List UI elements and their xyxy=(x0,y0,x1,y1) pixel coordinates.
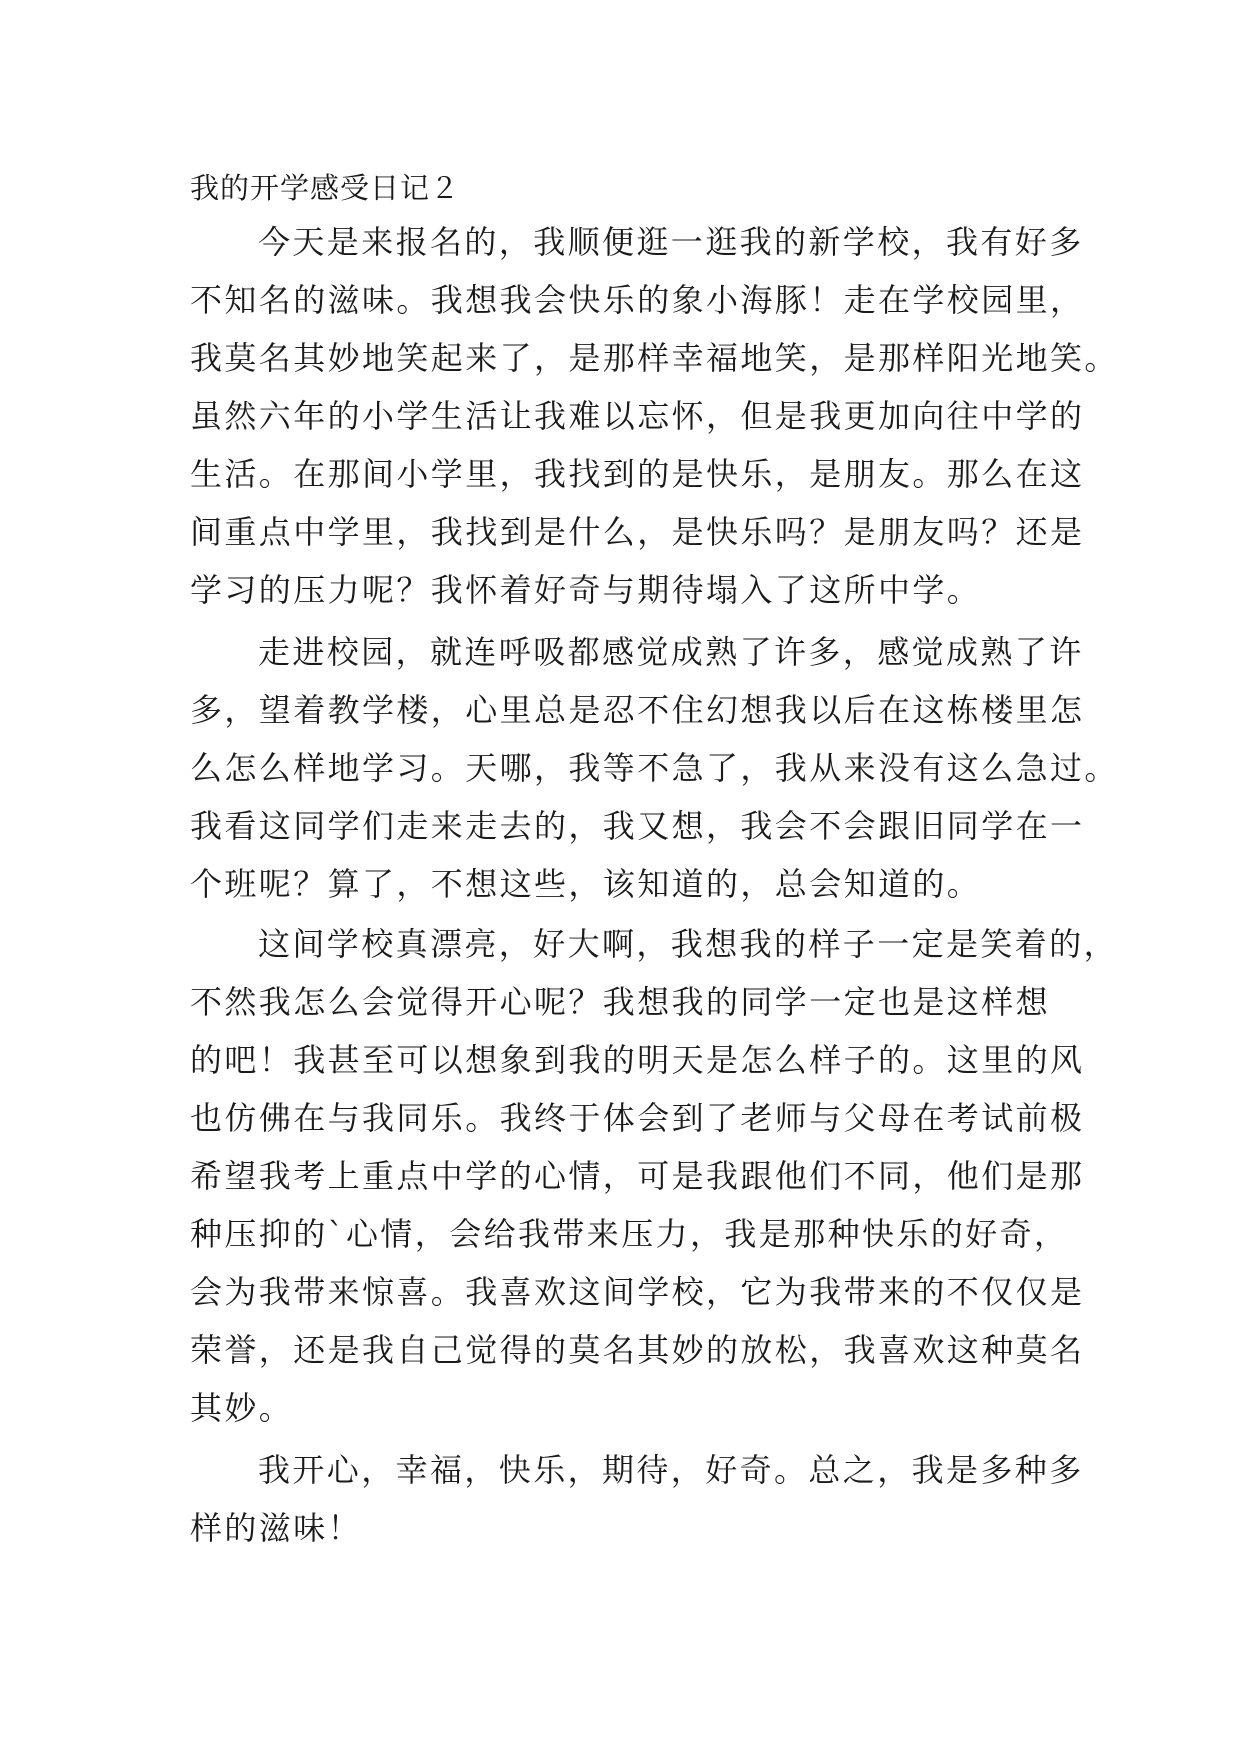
paragraph-line: 生活。在那间小学里，我找到的是快乐，是朋友。那么在这 xyxy=(190,455,1085,493)
paragraph-line: 不然我怎么会觉得开心呢？我想我的同学一定也是这样想 xyxy=(190,983,1051,1021)
paragraph-line: 间重点中学里，我找到是什么，是快乐吗？是朋友吗？还是 xyxy=(190,513,1085,551)
paragraph-line: 这间学校真漂亮，好大啊，我想我的样子一定是笑着的， xyxy=(258,925,1119,963)
paragraph-line: 也仿佛在与我同乐。我终于体会到了老师与父母在考试前极 xyxy=(190,1099,1085,1137)
paragraph-line: 会为我带来惊喜。我喜欢这间学校，它为我带来的不仅仅是 xyxy=(190,1273,1085,1311)
paragraph-line: 我开心，幸福，快乐，期待，好奇。总之，我是多种多 xyxy=(258,1451,1084,1489)
paragraph-line: 走进校园，就连呼吸都感觉成熟了许多，感觉成熟了许 xyxy=(258,633,1084,671)
paragraph-line: 多，望着教学楼，心里总是忍不住幻想我以后在这栋楼里怎 xyxy=(190,691,1085,729)
paragraph-line: 希望我考上重点中学的心情，可是我跟他们不同，他们是那 xyxy=(190,1157,1085,1195)
paragraph-line: 个班呢？算了，不想这些，该知道的，总会知道的。 xyxy=(190,865,982,903)
paragraph-line: 我看这同学们走来走去的，我又想，我会不会跟旧同学在一 xyxy=(190,807,1085,845)
document-title: 我的开学感受日记２ xyxy=(190,171,461,205)
paragraph-line: 种压抑的`心情，会给我带来压力，我是那种快乐的好奇， xyxy=(190,1215,1069,1253)
paragraph-line: 我莫名其妙地笑起来了，是那样幸福地笑，是那样阳光地笑。 xyxy=(190,339,1119,377)
paragraph-line: 其妙。 xyxy=(190,1389,294,1427)
paragraph-line: 不知名的滋味。我想我会快乐的象小海豚！走在学校园里， xyxy=(190,281,1085,319)
paragraph-line: 样的滋味！ xyxy=(190,1509,363,1547)
paragraph-line: 么怎么样地学习。天哪，我等不急了，我从来没有这么急过。 xyxy=(190,749,1119,787)
paragraph-line: 学习的压力呢？我怀着好奇与期待塌入了这所中学。 xyxy=(190,571,982,609)
paragraph-line: 今天是来报名的，我顺便逛一逛我的新学校，我有好多 xyxy=(258,223,1084,261)
paragraph-line: 的吧！我甚至可以想象到我的明天是怎么样子的。这里的风 xyxy=(190,1041,1085,1079)
paragraph-line: 荣誉，还是我自己觉得的莫名其妙的放松，我喜欢这种莫名 xyxy=(190,1331,1085,1369)
paragraph-line: 虽然六年的小学生活让我难以忘怀，但是我更加向往中学的 xyxy=(190,397,1085,435)
